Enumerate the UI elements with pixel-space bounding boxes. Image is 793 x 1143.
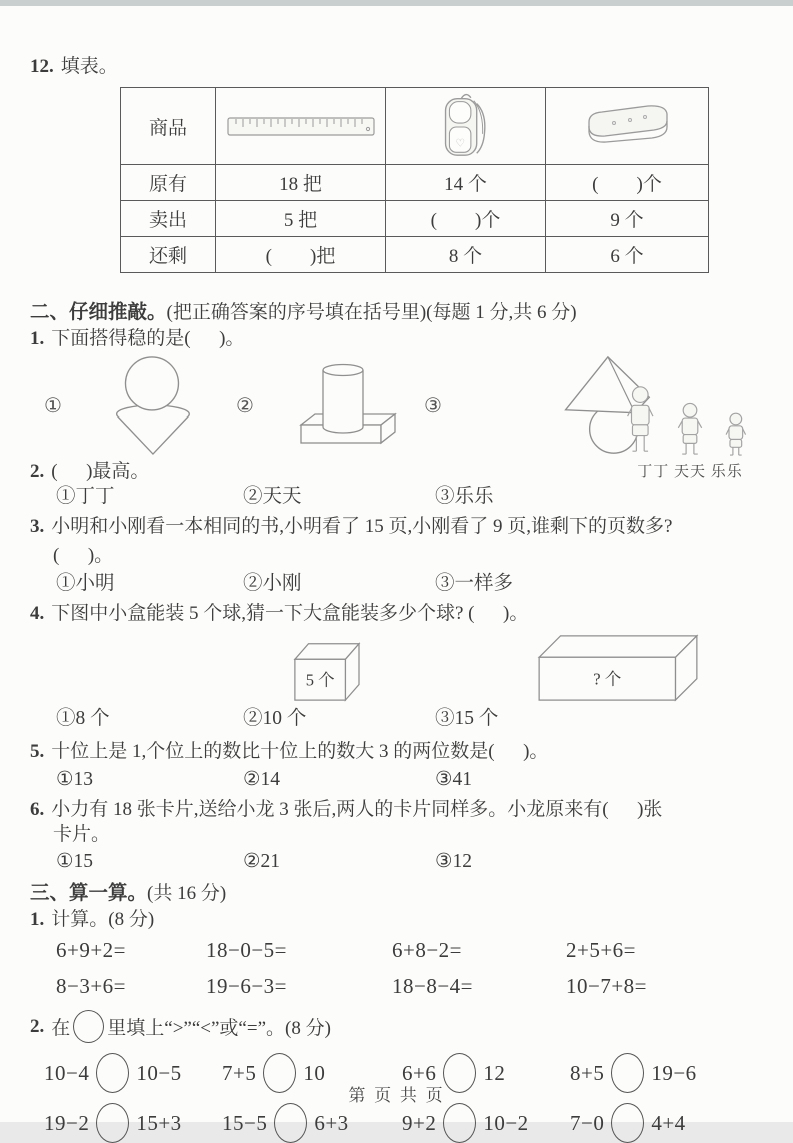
calc-row-1 [56,936,765,964]
option: ①小明 [56,573,115,594]
q5-options [56,767,765,793]
three-kids-icon [615,380,765,458]
table-cell-blank: ( )个 [430,210,501,231]
left-expression: 9+2 [402,1110,437,1135]
calc-label: 计算。(8 分) [51,909,155,930]
q5-line [30,739,765,764]
row-label: 卖出 [148,210,187,231]
page-footer: 第 页 共 页 [348,1086,445,1105]
compare-label-line [30,1010,765,1043]
q6-number: 6. [30,799,45,820]
q3-line2 [53,543,765,568]
row-label: 原有 [148,174,187,195]
option: ①丁丁 [56,486,115,507]
q4-number: 4. [30,603,45,624]
compare-circle [443,1103,476,1143]
compare-number: 2. [30,1016,45,1037]
equation: 19−6−3= [206,974,288,998]
circled-2-mark: ② [236,394,254,417]
compare-row-2 [44,1103,765,1143]
left-expression: 15−5 [222,1110,268,1135]
q2-text: ( )最高。 [51,461,150,482]
shape-option-1 [44,353,236,457]
q3-number: 3. [30,516,45,537]
table-ruler-cell [216,88,386,165]
cylinder-on-box-icon [283,357,399,453]
compare-label-post: 里填上“>”“<”或“=”。(8 分) [107,1018,331,1039]
circled-1-mark: ① [44,394,62,417]
q6-text-continued: 卡片。 [53,824,111,845]
q2-number: 2. [30,461,45,482]
q12-number: 12. [30,56,54,77]
shape-option-2 [236,357,424,453]
q6-text: 小力有 18 张卡片,送给小龙 3 张后,两人的卡片同样多。小龙原来有( )张 [51,799,663,820]
ruler-icon [226,113,376,139]
q4-text: 下图中小盒能装 5 个球,猜一下大盒能装多少个球? ( )。 [51,603,529,624]
compare-circle [611,1103,644,1143]
table-cell-value: 14 个 [444,174,487,195]
right-expression: 4+4 [651,1110,686,1135]
small-box-icon [288,636,362,704]
compare-item [402,1103,570,1143]
option: ②10 个 [243,708,307,729]
q5-text: 十位上是 1,个位上的数比十位上的数大 3 的两位数是( )。 [51,741,549,762]
equation: 6+8−2= [392,938,463,962]
calc-number: 1. [30,909,45,930]
table-header-row [121,88,709,165]
right-expression: 10−5 [136,1060,182,1085]
ball-on-cone-icon [103,353,199,457]
section3-heading: 三、算一算。 [30,883,148,904]
q6-line1 [30,797,765,822]
q1-text: 下面搭得稳的是( )。 [51,328,245,349]
equation: 2+5+6= [566,938,637,962]
small-box-label: 5 个 [305,670,335,690]
option: ①13 [56,769,93,790]
blank-circle-icon [73,1010,104,1043]
table-pencil-case-cell [546,88,709,165]
q2-kids-figure [614,380,766,481]
option: ②天天 [243,486,302,507]
section3-heading-line [30,881,765,906]
option: ①15 [56,851,93,872]
right-expression: 12 [483,1060,506,1085]
left-expression: 7−0 [570,1110,605,1135]
section2-heading-line [30,300,765,325]
left-expression: 10−4 [44,1060,90,1085]
q2-options [56,484,765,510]
kids-caption: 丁丁 天天 乐乐 [637,464,743,480]
table-cell-value: 6 个 [610,246,644,267]
left-expression: 7+5 [222,1060,257,1085]
right-expression: 19−6 [651,1060,697,1085]
table-header-label-cell [121,88,216,165]
q12-title: 填表。 [60,56,118,77]
equation: 18−0−5= [206,938,288,962]
q3-options [56,571,765,597]
calc-row-2 [56,972,765,1000]
section2-note: (把正确答案的序号填在括号里)(每题 1 分,共 6 分) [166,302,577,323]
section3-note: (共 16 分) [147,883,227,904]
row-label: 还剩 [148,246,187,267]
big-box-icon [533,630,703,704]
option: ③12 [435,851,472,872]
q5-number: 5. [30,741,45,762]
scan-edge-strip [0,0,793,6]
table-cell-blank: ( )个 [592,174,662,195]
table-cell-value: 18 把 [279,174,322,195]
q3-answer-blank: ( )。 [53,545,114,566]
q1-line [30,326,765,351]
left-expression: 19−2 [44,1110,90,1135]
compare-item [570,1103,765,1143]
compare-circle [96,1103,129,1143]
right-expression: 15+3 [136,1110,182,1135]
backpack-icon [437,88,495,164]
table-row [121,237,709,273]
option: ③乐乐 [435,486,494,507]
equation: 8−3+6= [56,974,127,998]
table-row [121,201,709,237]
table-row [121,165,709,201]
pencil-case-icon [580,102,674,150]
q12-table [120,87,709,273]
equation: 6+9+2= [56,938,127,962]
q4-options [56,706,765,732]
worksheet-content [30,48,765,1143]
q12-title-line [30,54,765,79]
table-cell-value: 5 把 [283,210,318,231]
big-box-label: ? 个 [593,669,622,689]
option: ③一样多 [435,573,514,594]
section2-heading: 二、仔细推敲。 [30,302,167,323]
q4-line [30,601,765,626]
q3-text: 小明和小刚看一本相同的书,小明看了 15 页,小刚看了 9 页,谁剩下的页数多? [51,516,673,537]
compare-label [51,1010,765,1043]
q6-options [56,849,765,875]
q3-line1 [30,514,765,539]
compare-item [44,1103,222,1143]
compare-circle [274,1103,307,1143]
option: ③41 [435,769,472,790]
left-expression: 6+6 [402,1060,437,1085]
q4-boxes-figure [226,630,765,704]
table-backpack-cell [386,88,546,165]
left-expression: 8+5 [570,1060,605,1085]
equation: 18−8−4= [392,974,474,998]
header-label: 商品 [148,117,187,139]
option: ①8 个 [56,708,110,729]
table-cell-value: 9 个 [610,210,644,231]
right-expression: 6+3 [314,1110,349,1135]
q6-line2 [53,822,765,847]
right-expression: 10 [303,1060,326,1085]
circled-3-mark: ③ [424,394,442,417]
option: ③15 个 [435,708,499,729]
option: ②小刚 [243,573,302,594]
option: ②21 [243,851,280,872]
compare-label-pre: 在 [51,1018,71,1039]
option: ②14 [243,769,280,790]
compare-item [222,1103,402,1143]
table-cell-value: 8 个 [448,246,483,267]
svg-text:♡: ♡ [454,137,465,150]
right-expression: 10−2 [483,1110,529,1135]
table-cell-blank: ( )把 [265,246,336,267]
q1-number: 1. [30,328,45,349]
equation: 10−7+8= [566,974,648,998]
calc-label-line [30,907,765,932]
